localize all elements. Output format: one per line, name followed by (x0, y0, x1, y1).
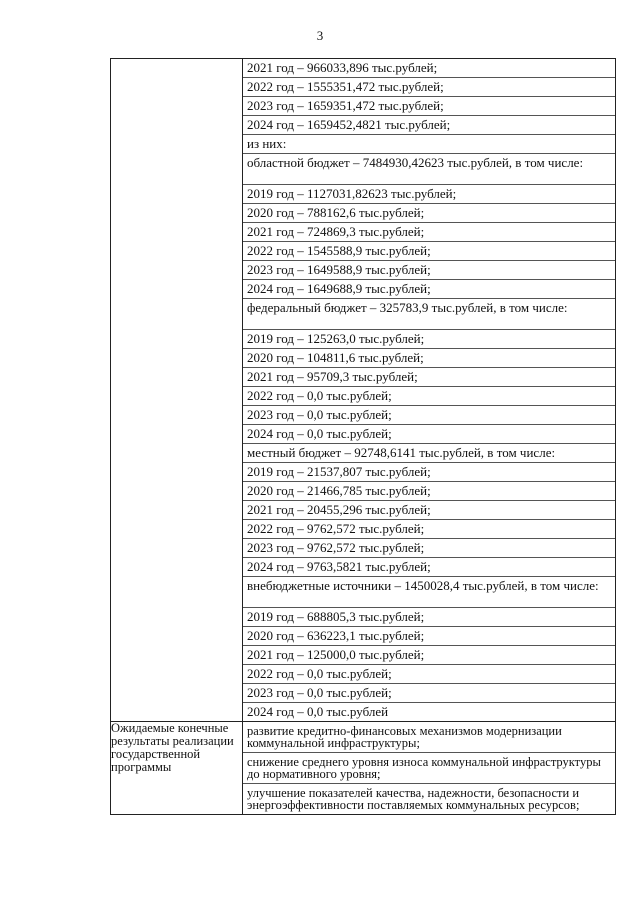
financing-line: 2022 год – 0,0 тыс.рублей; (243, 665, 615, 684)
financing-line: 2024 год – 1659452,4821 тыс.рублей; (243, 116, 615, 135)
financing-line: 2019 год – 125263,0 тыс.рублей; (243, 330, 615, 349)
financing-source-heading: федеральный бюджет – 325783,9 тыс.рублей, в том числе: (243, 299, 615, 330)
financing-line: 2023 год – 1649588,9 тыс.рублей; (243, 261, 615, 280)
financing-line: 2020 год – 788162,6 тыс.рублей; (243, 204, 615, 223)
financing-line: 2020 год – 104811,6 тыс.рублей; (243, 349, 615, 368)
financing-line: из них: (243, 135, 615, 154)
financing-line: 2024 год – 0,0 тыс.рублей; (243, 425, 615, 444)
financing-line: 2019 год – 21537,807 тыс.рублей; (243, 463, 615, 482)
financing-line: 2019 год – 1127031,82623 тыс.рублей; (243, 185, 615, 204)
financing-line: 2020 год – 21466,785 тыс.рублей; (243, 482, 615, 501)
financing-line: 2024 год – 1649688,9 тыс.рублей; (243, 280, 615, 299)
result-item: развитие кредитно-финансовых механизмов модернизации коммунальной инфраструктуры; (243, 722, 615, 753)
results-values-cell (243, 722, 616, 815)
result-item: снижение среднего уровня износа коммунальной инфраструктуры до нормативного уровня; (243, 753, 615, 784)
page-number: 3 (316, 28, 324, 43)
financing-line: 2024 год – 0,0 тыс.рублей (247, 704, 389, 719)
financing-line: 2021 год – 125000,0 тыс.рублей; (243, 646, 615, 665)
table-row-financing (111, 59, 616, 722)
financing-line: 2019 год – 688805,3 тыс.рублей; (243, 608, 615, 627)
financing-line: 2022 год – 9762,572 тыс.рублей; (243, 520, 615, 539)
financing-line: 2024 год – 9763,5821 тыс.рублей; (243, 558, 615, 577)
financing-line: 2022 год – 0,0 тыс.рублей; (243, 387, 615, 406)
financing-line: 2021 год – 95709,3 тыс.рублей; (243, 368, 615, 387)
results-label: Ожидаемые конечные результаты реализации государственной программы (111, 722, 243, 815)
financing-label-cell (111, 59, 243, 722)
financing-source-heading: местный бюджет – 92748,6141 тыс.рублей, в том числе: (243, 444, 615, 463)
table-row-results (111, 722, 616, 815)
financing-line: 2023 год – 9762,572 тыс.рублей; (243, 539, 615, 558)
financing-source-heading: областной бюджет – 7484930,42623 тыс.рублей, в том числе: (243, 154, 615, 185)
financing-source-heading: внебюджетные источники – 1450028,4 тыс.рублей, в том числе: (243, 577, 615, 608)
financing-line: 2021 год – 20455,296 тыс.рублей; (243, 501, 615, 520)
financing-line: 2023 год – 0,0 тыс.рублей; (243, 406, 615, 425)
financing-line: 2022 год – 1545588,9 тыс.рублей; (243, 242, 615, 261)
financing-line: 2022 год – 1555351,472 тыс.рублей; (243, 78, 615, 97)
financing-line: 2023 год – 1659351,472 тыс.рублей; (243, 97, 615, 116)
financing-values-cell (243, 59, 616, 722)
program-passport-table (110, 58, 616, 815)
financing-line: 2020 год – 636223,1 тыс.рублей; (243, 627, 615, 646)
financing-line: 2021 год – 966033,896 тыс.рублей; (243, 59, 615, 78)
financing-line: 2023 год – 0,0 тыс.рублей; (243, 684, 615, 703)
financing-line: 2021 год – 724869,3 тыс.рублей; (243, 223, 615, 242)
result-item: улучшение показателей качества, надежности, безопасности и энергоэффективности поставляемых коммунальных ресурсов; (247, 786, 580, 812)
